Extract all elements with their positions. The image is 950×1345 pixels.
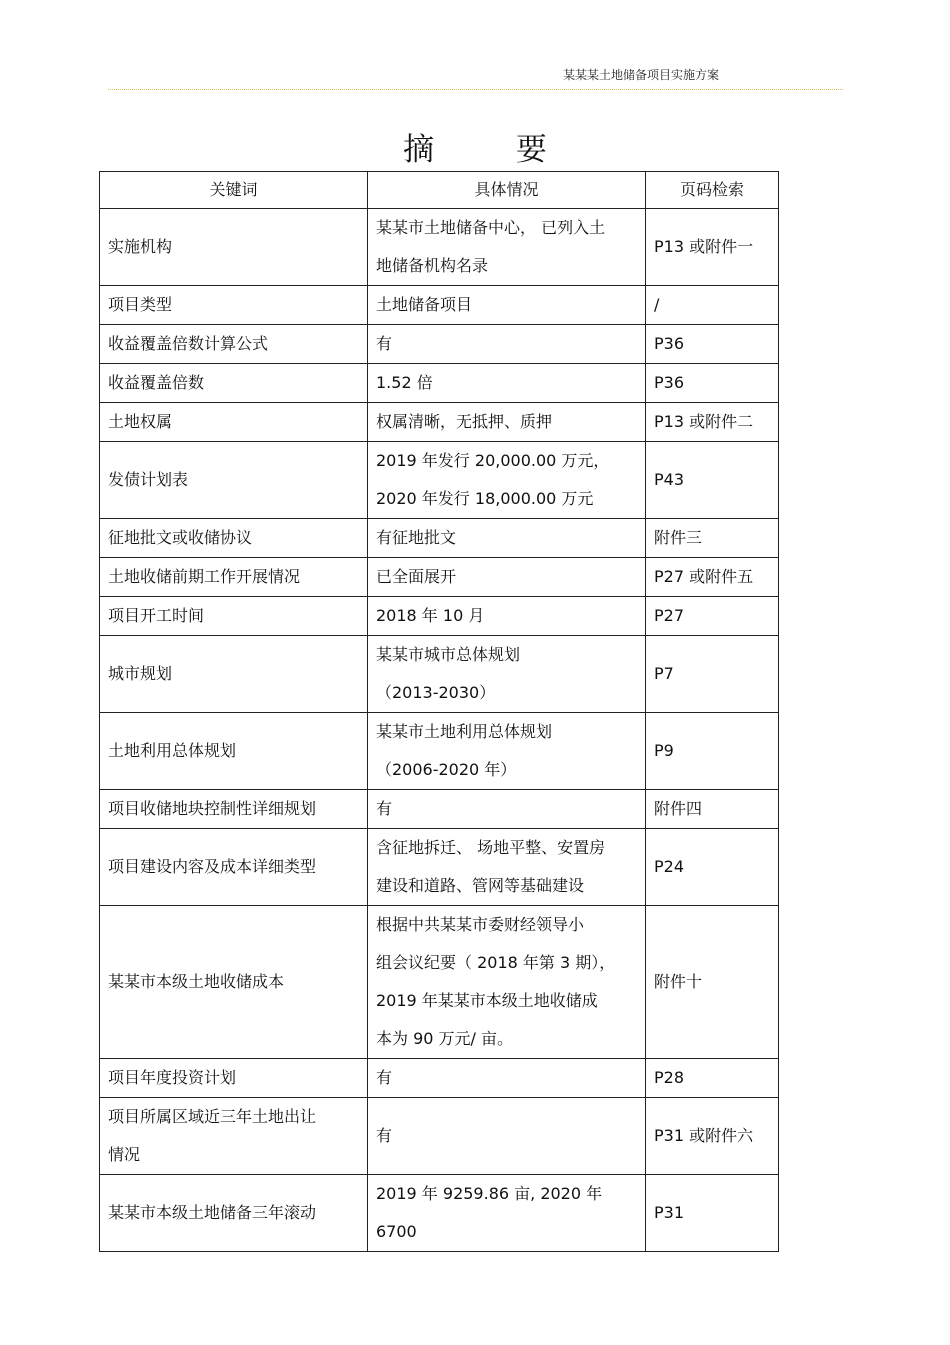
cell-page: P7 xyxy=(646,636,779,713)
cell-page: P36 xyxy=(646,325,779,364)
cell-detail: 某某市土地利用总体规划 （2006-2020 年） xyxy=(368,713,646,790)
cell-page: P24 xyxy=(646,829,779,906)
cell-detail: 某某市土地储备中心， 已列入土 地储备机构名录 xyxy=(368,209,646,286)
table-row xyxy=(100,636,779,713)
cell-keyword: 实施机构 xyxy=(100,209,368,286)
table-row xyxy=(100,906,779,1059)
table-row xyxy=(100,286,779,325)
cell-page: P27 xyxy=(646,597,779,636)
cell-keyword: 项目所属区域近三年土地出让 情况 xyxy=(100,1098,368,1175)
cell-page: P43 xyxy=(646,442,779,519)
cell-detail: 土地储备项目 xyxy=(368,286,646,325)
cell-detail: 有征地批文 xyxy=(368,519,646,558)
cell-page: P13 或附件一 xyxy=(646,209,779,286)
table-row xyxy=(100,1175,779,1252)
cell-detail: 含征地拆迁、 场地平整、安置房 建设和道路、管网等基础建设 xyxy=(368,829,646,906)
cell-keyword: 项目建设内容及成本详细类型 xyxy=(100,829,368,906)
cell-keyword: 征地批文或收储协议 xyxy=(100,519,368,558)
cell-page: P28 xyxy=(646,1059,779,1098)
cell-keyword: 某某市本级土地收储成本 xyxy=(100,906,368,1059)
table-row xyxy=(100,364,779,403)
cell-keyword: 项目收储地块控制性详细规划 xyxy=(100,790,368,829)
cell-keyword: 某某市本级土地储备三年滚动 xyxy=(100,1175,368,1252)
table-row xyxy=(100,597,779,636)
cell-detail: 有 xyxy=(368,790,646,829)
cell-detail: 2019 年发行 20,000.00 万元， 2020 年发行 18,000.00 万元 xyxy=(368,442,646,519)
cell-detail: 已全面展开 xyxy=(368,558,646,597)
table-row xyxy=(100,790,779,829)
cell-page: 附件四 xyxy=(646,790,779,829)
cell-keyword: 项目年度投资计划 xyxy=(100,1059,368,1098)
table-row xyxy=(100,403,779,442)
header-rule xyxy=(108,89,843,90)
cell-keyword: 项目类型 xyxy=(100,286,368,325)
cell-page: P13 或附件二 xyxy=(646,403,779,442)
cell-detail: 某某市城市总体规划 （2013-2030） xyxy=(368,636,646,713)
cell-detail: 2018 年 10 月 xyxy=(368,597,646,636)
column-header-page: 页码检索 xyxy=(646,172,779,209)
table-row xyxy=(100,1059,779,1098)
cell-detail: 权属清晰，无抵押、质押 xyxy=(368,403,646,442)
column-header-keyword: 关键词 xyxy=(100,172,368,209)
table-row xyxy=(100,209,779,286)
cell-page: P36 xyxy=(646,364,779,403)
cell-keyword: 收益覆盖倍数计算公式 xyxy=(100,325,368,364)
table-row xyxy=(100,713,779,790)
table-body xyxy=(100,209,779,1252)
cell-keyword: 土地收储前期工作开展情况 xyxy=(100,558,368,597)
cell-detail: 1.52 倍 xyxy=(368,364,646,403)
cell-keyword: 城市规划 xyxy=(100,636,368,713)
table-row xyxy=(100,558,779,597)
cell-page: P27 或附件五 xyxy=(646,558,779,597)
table-row xyxy=(100,325,779,364)
cell-detail: 有 xyxy=(368,1098,646,1175)
cell-page: 附件十 xyxy=(646,906,779,1059)
cell-page: P9 xyxy=(646,713,779,790)
cell-detail: 有 xyxy=(368,325,646,364)
cell-keyword: 土地权属 xyxy=(100,403,368,442)
cell-keyword: 土地利用总体规划 xyxy=(100,713,368,790)
table-row xyxy=(100,829,779,906)
page-title: 摘 要 xyxy=(403,132,583,168)
cell-keyword: 发债计划表 xyxy=(100,442,368,519)
table-row xyxy=(100,1098,779,1175)
cell-detail: 有 xyxy=(368,1059,646,1098)
summary-table xyxy=(99,171,779,1252)
cell-page: 附件三 xyxy=(646,519,779,558)
table-row xyxy=(100,442,779,519)
table-row xyxy=(100,519,779,558)
cell-keyword: 收益覆盖倍数 xyxy=(100,364,368,403)
cell-page: / xyxy=(646,286,779,325)
cell-page: P31 xyxy=(646,1175,779,1252)
cell-keyword: 项目开工时间 xyxy=(100,597,368,636)
cell-detail: 根据中共某某市委财经领导小 组会议纪要（ 2018 年第 3 期）， 2019 年某某市本级土地收储成 本为 90 万元/ 亩。 xyxy=(368,906,646,1059)
header-text: 某某某土地储备项目实施方案 xyxy=(563,68,720,82)
cell-page: P31 或附件六 xyxy=(646,1098,779,1175)
column-header-detail: 具体情况 xyxy=(368,172,646,209)
table-header-row xyxy=(100,172,779,209)
cell-detail: 2019 年 9259.86 亩, 2020 年 6700 xyxy=(368,1175,646,1252)
